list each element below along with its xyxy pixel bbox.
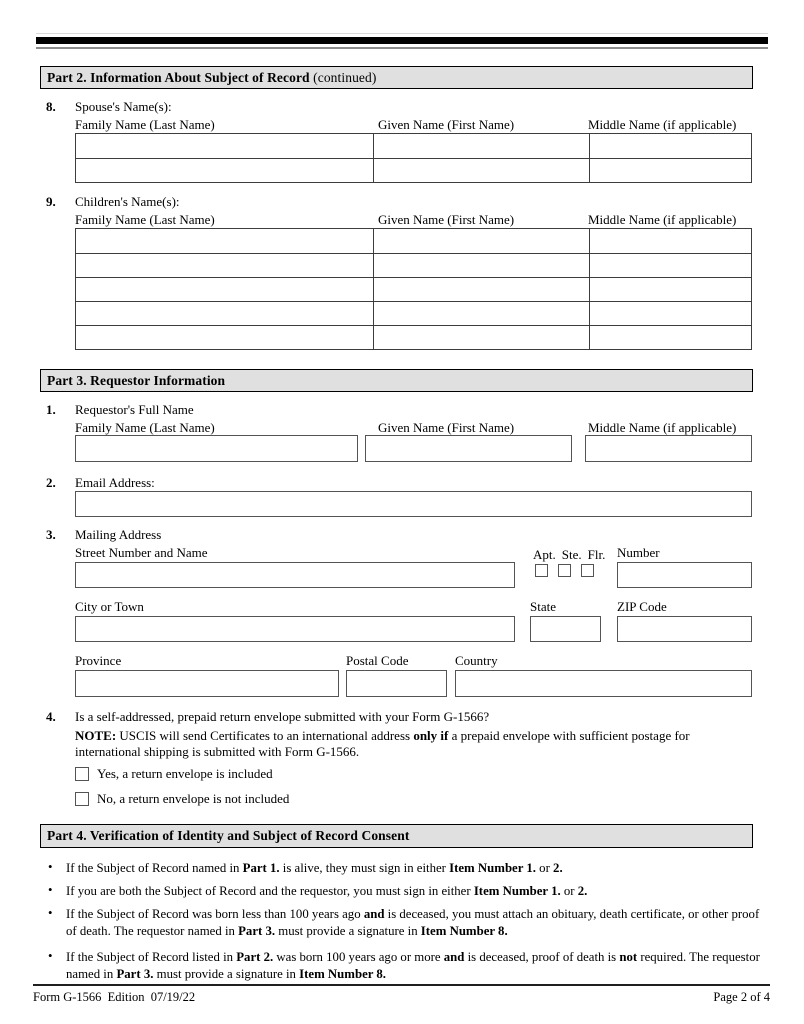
part4-bullet-4	[48, 949, 765, 983]
postal-code-input[interactable]	[346, 670, 447, 697]
province-postal-country-row	[75, 653, 752, 697]
item-3-label: Mailing Address	[75, 527, 162, 542]
street-input[interactable]	[75, 562, 515, 588]
spouse-middle-name-cell[interactable]	[589, 159, 753, 182]
given-name-column-label: Given Name (First Name)	[378, 420, 515, 435]
country-label: Country	[455, 653, 498, 668]
street-field	[75, 545, 515, 588]
spouse-given-name-cell[interactable]	[373, 134, 589, 158]
city-label: City or Town	[75, 599, 144, 614]
spouse-family-name-cell[interactable]	[76, 134, 373, 158]
envelope-yes-checkbox[interactable]	[75, 767, 89, 781]
spouse-name-section	[75, 118, 752, 183]
child-family-name-cell[interactable]	[76, 254, 373, 277]
child-middle-name-cell[interactable]	[589, 254, 753, 277]
spouse-given-name-cell[interactable]	[373, 159, 589, 182]
child-family-name-cell[interactable]	[76, 302, 373, 325]
city-state-zip-row	[75, 599, 752, 642]
part3-title: Part 3. Requestor Information	[47, 372, 226, 388]
street-row	[75, 545, 752, 588]
unit-type-checkboxes	[533, 564, 605, 577]
postal-code-field	[346, 653, 447, 697]
flr-checkbox[interactable]	[581, 564, 594, 577]
zip-field	[617, 599, 752, 642]
item-1-number: 1.	[46, 402, 56, 417]
top-gray-rule	[36, 47, 768, 49]
middle-name-column-label: Middle Name (if applicable)	[588, 212, 737, 227]
part4-bullet-2-text: If you are both the Subject of Record and the requestor, you must sign in either Item Number 1. or 2.	[66, 884, 588, 898]
unit-type-labels	[533, 548, 605, 561]
bullet-marker: •	[48, 906, 53, 920]
part4-bullet-3	[48, 906, 765, 940]
city-field	[75, 599, 515, 642]
street-label: Street Number and Name	[75, 545, 208, 560]
requestor-column-labels	[75, 421, 752, 434]
page-footer	[33, 984, 770, 1005]
requestor-name-section	[75, 421, 752, 462]
footer-page-number: Page 2 of 4	[713, 990, 770, 1004]
child-name-row	[76, 229, 751, 253]
part3-header	[40, 369, 753, 392]
bullet-marker: •	[48, 949, 53, 963]
envelope-no-option	[75, 791, 804, 807]
apt-label: Apt.	[533, 547, 556, 562]
item-8	[40, 99, 752, 115]
item-9-label: Children's Name(s):	[75, 194, 180, 209]
item-4-question: Is a self-addressed, prepaid return envelope submitted with your Form G-1566?	[75, 709, 490, 724]
child-given-name-cell[interactable]	[373, 326, 589, 349]
child-family-name-cell[interactable]	[76, 278, 373, 301]
email-section	[75, 491, 752, 517]
requestor-given-name-input[interactable]	[365, 435, 572, 462]
unit-type-field	[533, 545, 605, 588]
part4-bullet-4-text: If the Subject of Record listed in Part 2. was born 100 years ago or more and is deceased, proof of death is not required. The requestor named in Part 3. must provide a signature in Item Number 8.	[66, 950, 760, 981]
city-input[interactable]	[75, 616, 515, 642]
spouse-column-labels	[75, 118, 752, 131]
part4-bullet-1	[48, 860, 765, 877]
country-field	[455, 653, 752, 697]
envelope-yes-option	[75, 766, 804, 782]
zip-label: ZIP Code	[617, 599, 667, 614]
item-4-note: NOTE: USCIS will send Certificates to an international address only if a prepaid envelope with sufficient postage for international shipping is submitted with Form G-1566.	[75, 728, 690, 759]
unit-number-input[interactable]	[617, 562, 752, 588]
item-1	[40, 402, 752, 418]
state-input[interactable]	[530, 616, 601, 642]
child-given-name-cell[interactable]	[373, 302, 589, 325]
flr-label: Flr.	[587, 547, 606, 562]
child-middle-name-cell[interactable]	[589, 229, 753, 253]
item-1-label: Requestor's Full Name	[75, 402, 194, 417]
part4-title: Part 4. Verification of Identity and Subject of Record Consent	[47, 828, 410, 843]
item-4	[40, 709, 752, 760]
part4-bullet-1-text: If the Subject of Record named in Part 1. is alive, they must sign in either Item Number 1. or 2.	[66, 861, 563, 875]
children-name-table	[75, 228, 752, 350]
child-name-row	[76, 277, 751, 301]
children-column-labels	[75, 213, 752, 226]
child-name-row	[76, 253, 751, 277]
family-name-column-label: Family Name (Last Name)	[75, 117, 215, 132]
state-label: State	[530, 599, 556, 614]
spouse-family-name-cell[interactable]	[76, 159, 373, 182]
envelope-no-checkbox[interactable]	[75, 792, 89, 806]
unit-number-field	[617, 545, 752, 588]
child-middle-name-cell[interactable]	[589, 326, 753, 349]
child-middle-name-cell[interactable]	[589, 278, 753, 301]
part2-title: Part 2. Information About Subject of Record (continued)	[47, 69, 377, 85]
item-2-label: Email Address:	[75, 475, 155, 490]
item-3	[40, 527, 752, 543]
country-input[interactable]	[455, 670, 752, 697]
requestor-middle-name-input[interactable]	[585, 435, 752, 462]
postal-code-label: Postal Code	[346, 653, 409, 668]
ste-checkbox[interactable]	[558, 564, 571, 577]
state-field	[530, 599, 601, 642]
spouse-middle-name-cell[interactable]	[589, 134, 753, 158]
part4-bullet-3-text: If the Subject of Record was born less than 100 years ago and is deceased, you must attach an obituary, death certificate, or other proof of death. The requestor named in Part 3. must provide a signature in Item Number 8.	[66, 907, 760, 938]
province-field	[75, 653, 339, 697]
family-name-column-label: Family Name (Last Name)	[75, 420, 215, 435]
item-3-number: 3.	[46, 527, 56, 542]
zip-input[interactable]	[617, 616, 752, 642]
given-name-column-label: Given Name (First Name)	[378, 212, 515, 227]
item-8-label: Spouse's Name(s):	[75, 99, 172, 114]
spouse-name-table	[75, 133, 752, 183]
part2-header	[40, 66, 753, 89]
family-name-column-label: Family Name (Last Name)	[75, 212, 215, 227]
requestor-name-inputs	[75, 435, 752, 462]
envelope-yes-label: Yes, a return envelope is included	[97, 766, 273, 781]
top-hairline	[36, 33, 768, 34]
child-family-name-cell[interactable]	[76, 229, 373, 253]
bullet-marker: •	[48, 883, 53, 897]
province-input[interactable]	[75, 670, 339, 697]
spouse-name-row	[76, 134, 751, 158]
requestor-family-name-input[interactable]	[75, 435, 358, 462]
top-black-bar	[36, 37, 768, 44]
item-4-number: 4.	[46, 709, 56, 724]
child-given-name-cell[interactable]	[373, 229, 589, 253]
part4-header	[40, 824, 753, 848]
item-8-number: 8.	[46, 99, 56, 114]
footer-form-edition: Form G-1566 Edition 07/19/22	[33, 990, 196, 1004]
item-2	[40, 475, 752, 491]
middle-name-column-label: Middle Name (if applicable)	[588, 117, 737, 132]
item-9-number: 9.	[46, 194, 56, 209]
child-name-row	[76, 301, 751, 325]
spouse-name-row	[76, 158, 751, 182]
item-9	[40, 194, 752, 210]
province-label: Province	[75, 653, 122, 668]
child-given-name-cell[interactable]	[373, 254, 589, 277]
ste-label: Ste.	[561, 547, 582, 562]
unit-number-label: Number	[617, 545, 660, 560]
envelope-no-label: No, a return envelope is not included	[97, 791, 290, 806]
child-middle-name-cell[interactable]	[589, 302, 753, 325]
middle-name-column-label: Middle Name (if applicable)	[588, 420, 737, 435]
part4-bullet-2	[48, 883, 765, 900]
child-name-row	[76, 325, 751, 349]
child-family-name-cell[interactable]	[76, 326, 373, 349]
email-input[interactable]	[75, 491, 752, 517]
bullet-marker: •	[48, 860, 53, 874]
apt-checkbox[interactable]	[535, 564, 548, 577]
children-name-section	[75, 213, 752, 350]
child-given-name-cell[interactable]	[373, 278, 589, 301]
item-2-number: 2.	[46, 475, 56, 490]
given-name-column-label: Given Name (First Name)	[378, 117, 515, 132]
